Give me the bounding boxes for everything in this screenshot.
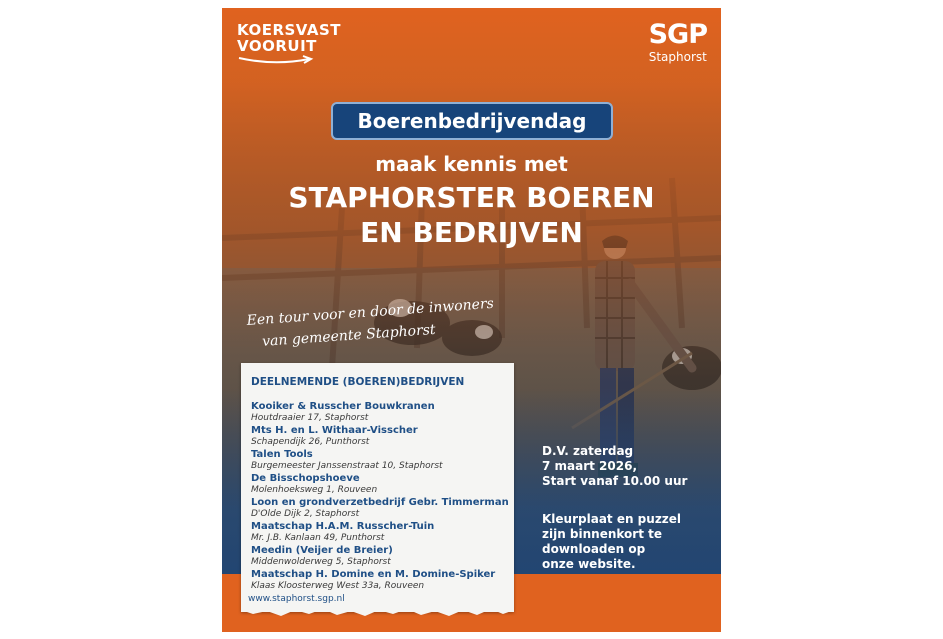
participants-list bbox=[251, 401, 513, 593]
event-subtitle: maak kennis met bbox=[375, 152, 568, 176]
company-address: Molenhoeksweg 1, Rouveen bbox=[251, 484, 378, 495]
company-address: Klaas Kloosterweg West 33a, Rouveen bbox=[251, 580, 425, 591]
list-item bbox=[251, 401, 513, 425]
event-headline bbox=[222, 180, 721, 250]
company-name: Kooiker & Russcher Bouwkranen bbox=[251, 401, 435, 412]
company-address: Schapendijk 26, Punthorst bbox=[251, 436, 370, 447]
company-address: D'Olde Dijk 2, Staphorst bbox=[251, 508, 360, 519]
company-name: Maatschap H.A.M. Russcher-Tuin bbox=[251, 521, 435, 532]
date-line1: D.V. zaterdag bbox=[542, 444, 634, 458]
tagline-line2: van gemeente Staphorst bbox=[261, 321, 437, 350]
company-address: Burgemeester Janssenstraat 10, Staphorst bbox=[251, 460, 443, 471]
company-name: Meedin (Veijer de Breier) bbox=[251, 545, 393, 556]
torn-paper-edge bbox=[241, 604, 514, 618]
event-title: Boerenbedrijvendag bbox=[331, 102, 613, 140]
participants-heading: DEELNEMENDE (BOEREN)BEDRIJVEN bbox=[251, 376, 465, 388]
list-item bbox=[251, 425, 513, 449]
info-line4: onze website. bbox=[542, 557, 636, 571]
company-address: Mr. J.B. Kanlaan 49, Punthorst bbox=[251, 532, 385, 543]
company-name: Mts H. en L. Withaar-Visscher bbox=[251, 425, 418, 436]
company-name: Talen Tools bbox=[251, 449, 313, 460]
list-item bbox=[251, 545, 513, 569]
koersvast-vooruit-logo bbox=[237, 22, 341, 65]
logo-left-line2: VOORUIT bbox=[237, 37, 317, 55]
logo-left-line1: KOERSVAST bbox=[237, 21, 342, 39]
download-info bbox=[542, 512, 712, 572]
poster bbox=[222, 8, 721, 632]
company-name: Loon en grondverzetbedrijf Gebr. Timmerman bbox=[251, 497, 509, 508]
sgp-town: Staphorst bbox=[648, 50, 707, 64]
list-item bbox=[251, 473, 513, 497]
sgp-brand: SGP bbox=[648, 19, 707, 50]
info-line2: zijn binnenkort te bbox=[542, 527, 663, 541]
participants-card bbox=[241, 363, 514, 612]
info-line3: downloaden op bbox=[542, 542, 646, 556]
company-name: Maatschap H. Domine en M. Domine-Spiker bbox=[251, 569, 496, 580]
list-item bbox=[251, 449, 513, 473]
event-date bbox=[542, 444, 687, 489]
company-address: Middenwolderweg 5, Staphorst bbox=[251, 556, 391, 567]
tagline-line1: Een tour voor en door de inwoners bbox=[246, 295, 495, 329]
list-item bbox=[251, 521, 513, 545]
headline-line1: STAPHORSTER BOEREN bbox=[288, 181, 655, 214]
date-line2: 7 maart 2026, bbox=[542, 459, 638, 473]
info-line1: Kleurplaat en puzzel bbox=[542, 512, 682, 526]
company-name: De Bisschopshoeve bbox=[251, 473, 360, 484]
website-link[interactable]: www.staphorst.sgp.nl bbox=[248, 594, 345, 604]
headline-line2: EN BEDRIJVEN bbox=[360, 216, 583, 249]
list-item bbox=[251, 569, 513, 593]
swoosh-arrow-icon bbox=[237, 55, 315, 65]
sgp-logo bbox=[649, 20, 707, 64]
company-address: Houtdraaier 17, Staphorst bbox=[251, 412, 369, 423]
date-line3: Start vanaf 10.00 uur bbox=[542, 474, 688, 488]
list-item bbox=[251, 497, 513, 521]
